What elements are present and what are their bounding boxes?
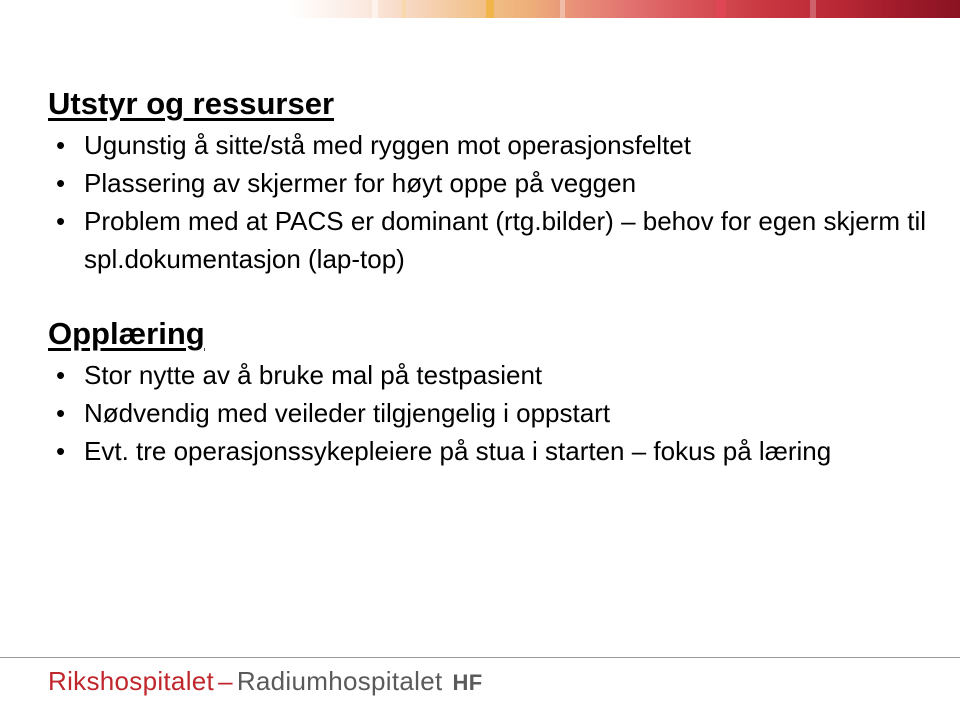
bullet-item (48, 164, 928, 202)
bullet-item (48, 356, 928, 394)
logo-rikshospitalet: Rikshospitalet (48, 666, 215, 696)
bullet-text: Nødvendig med veileder tilgjengelig i oppstart (84, 398, 611, 428)
bullet-item (48, 202, 928, 278)
bullet-item (48, 432, 928, 470)
hospital-logo (48, 666, 482, 700)
bullet-text: Plassering av skjermer for høyt oppe på veggen (84, 168, 637, 198)
bullet-icon: • (56, 360, 66, 390)
training-bullet-list (48, 356, 928, 470)
equipment-bullet-list (48, 126, 928, 278)
bullet-icon: • (56, 436, 66, 466)
bullet-text: Ugunstig å sitte/stå med ryggen mot operasjonsfeltet (84, 130, 691, 160)
bullet-icon: • (56, 398, 66, 428)
logo-radiumhospitalet: Radiumhospitalet (236, 666, 443, 696)
bullet-item (48, 126, 928, 164)
slide-content (48, 84, 928, 470)
bullet-item (48, 394, 928, 432)
bullet-text: Stor nytte av å bruke mal på testpasient (84, 360, 543, 390)
bullet-icon: • (56, 168, 66, 198)
section-heading-training: Opplæring (48, 316, 205, 351)
bullet-icon: • (56, 206, 66, 236)
bullet-icon: • (56, 130, 66, 160)
bullet-text: Problem med at PACS er dominant (rtg.bilder) – behov for egen skjerm til spl.dokumentasjon (lap-top) (84, 206, 926, 274)
footer-divider (0, 657, 960, 658)
section-heading-equipment: Utstyr og ressurser (48, 86, 335, 121)
bullet-text: Evt. tre operasjonssykepleiere på stua i starten – fokus på læring (84, 436, 832, 466)
logo-hf: HF (452, 670, 483, 695)
top-gradient-banner (0, 0, 960, 18)
logo-separator: – (218, 666, 233, 696)
